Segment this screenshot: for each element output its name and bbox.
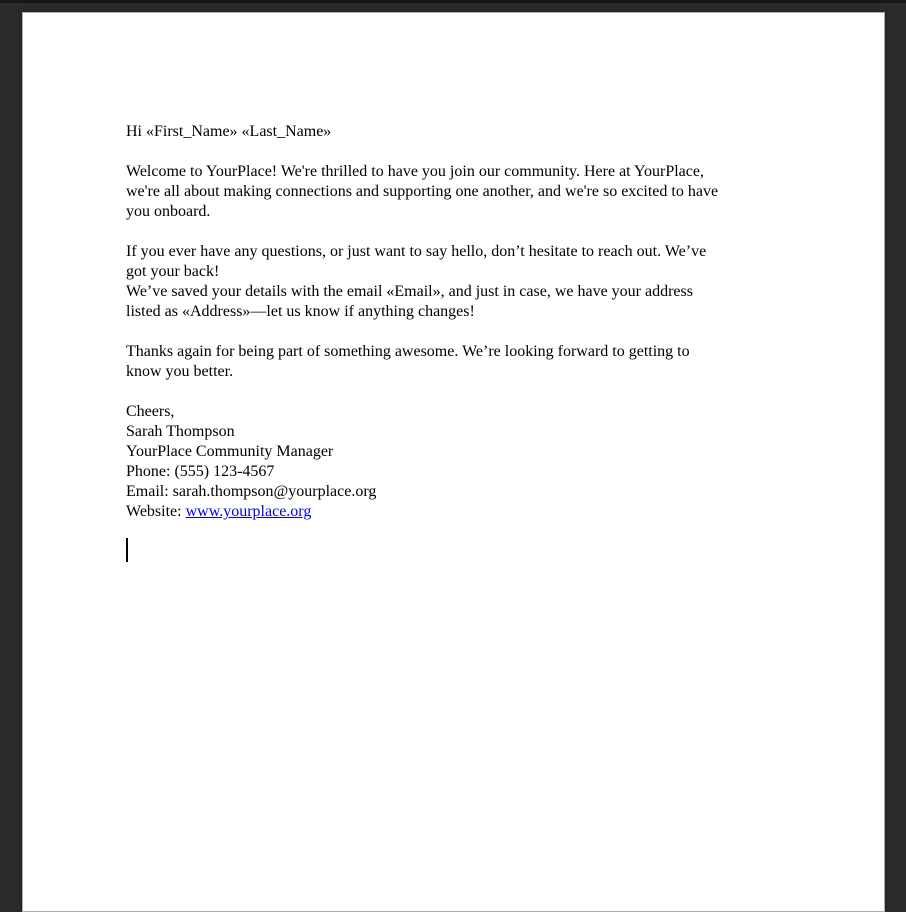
website-label: Website: bbox=[126, 503, 186, 520]
website-link[interactable]: www.yourplace.org bbox=[185, 503, 312, 520]
window-top-edge bbox=[0, 0, 906, 3]
paragraph-line: Thanks again for being part of something awesome. We’re looking forward to getting to bbox=[126, 343, 690, 360]
paragraph-line: got your back! bbox=[126, 263, 220, 280]
paragraph-line: Welcome to YourPlace! We're thrilled to have you join our community. Here at YourPlace, bbox=[126, 163, 704, 180]
paragraph-line: We’ve saved your details with the email «Email», and just in case, we have your address bbox=[126, 283, 693, 300]
signature-email-line: Email: sarah.thompson@yourplace.org bbox=[126, 483, 377, 500]
paragraph-line: you onboard. bbox=[126, 203, 211, 220]
signature-website-line bbox=[126, 502, 774, 522]
signature-title-line: YourPlace Community Manager bbox=[126, 443, 334, 460]
cursor-line bbox=[126, 542, 774, 562]
paragraph-line: know you better. bbox=[126, 363, 234, 380]
blank-line bbox=[126, 222, 774, 242]
signature-phone-line: Phone: (555) 123-4567 bbox=[126, 463, 275, 480]
blank-line bbox=[126, 322, 774, 342]
paragraph-line: we're all about making connections and supporting one another, and we're so excited to have bbox=[126, 183, 719, 200]
signature-closing-line: Cheers, bbox=[126, 403, 175, 420]
blank-line bbox=[126, 382, 774, 402]
paragraph-line: listed as «Address»—let us know if anything changes! bbox=[126, 303, 475, 320]
blank-line bbox=[126, 142, 774, 162]
blank-line bbox=[126, 522, 774, 542]
document-page[interactable] bbox=[22, 12, 885, 912]
greeting-line: Hi «First_Name» «Last_Name» bbox=[126, 123, 332, 140]
paragraph-line: If you ever have any questions, or just want to say hello, don’t hesitate to reach out. We’ve bbox=[126, 243, 707, 260]
signature-name-line: Sarah Thompson bbox=[126, 423, 235, 440]
text-cursor bbox=[126, 538, 128, 562]
